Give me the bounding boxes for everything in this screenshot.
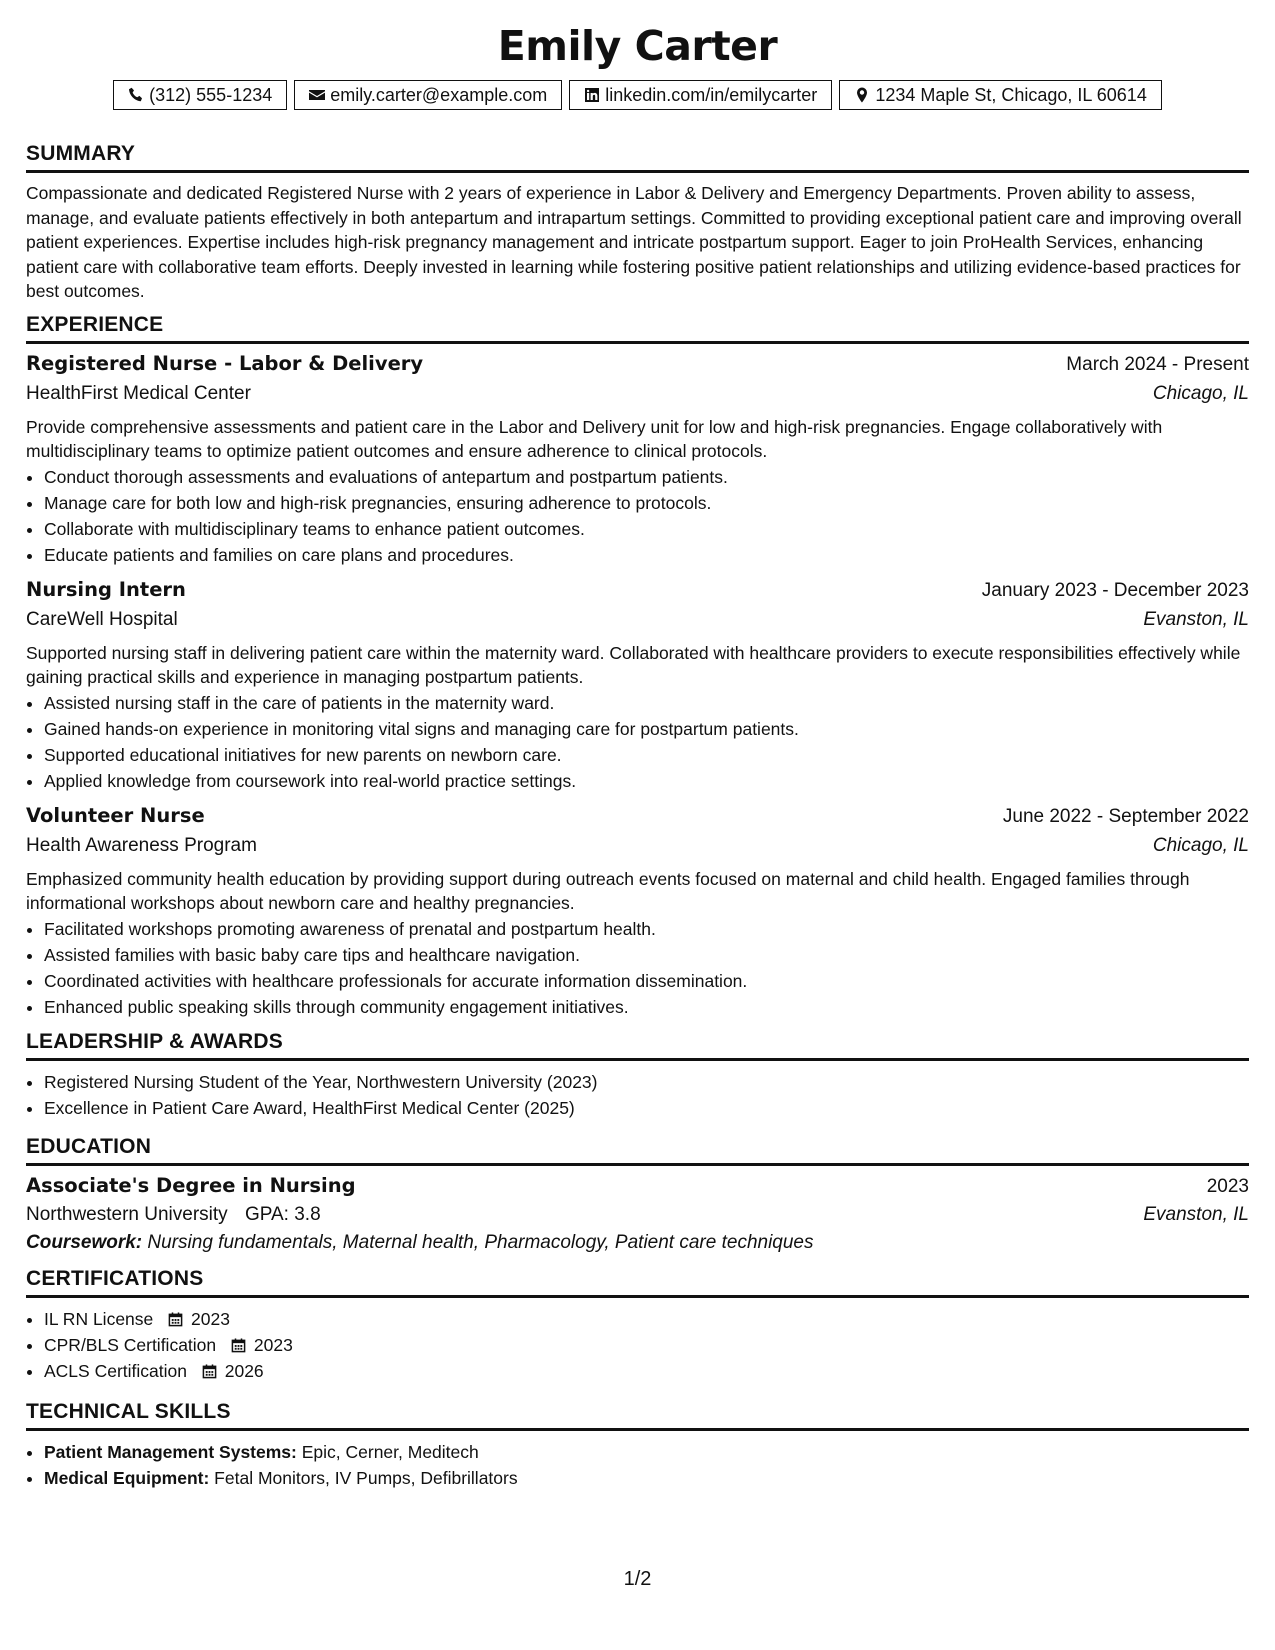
list-item: • Assisted families with basic baby care tips and healthcare navigation. <box>44 942 1249 968</box>
list-item: • Registered Nursing Student of the Year, Northwestern University (2023) <box>44 1069 1249 1095</box>
contact-linkedin[interactable] <box>569 80 832 110</box>
contact-phone[interactable] <box>113 80 287 110</box>
section-title: CERTIFICATIONS <box>26 1267 1249 1298</box>
job-entry <box>26 352 1249 568</box>
calendar-icon <box>202 1364 217 1379</box>
section-title: EXPERIENCE <box>26 313 1249 344</box>
contact-bar <box>0 80 1275 110</box>
phone-icon <box>128 87 144 103</box>
job-title: Nursing Intern <box>26 578 186 601</box>
job-dates: June 2022 - September 2022 <box>1002 806 1249 827</box>
job-org: HealthFirst Medical Center <box>26 383 251 404</box>
job-description: Supported nursing staff in delivering patient care within the maternity ward. Collaborated with healthcare providers to execute responsibilities effectively while gaining practical skills and experience in managing postpartum patients. <box>26 643 1241 687</box>
list-item: • Manage care for both low and high-risk pregnancies, ensuring adherence to protocols. <box>44 490 1249 516</box>
list-item: • Facilitated workshops promoting awareness of prenatal and postpartum health. <box>44 916 1249 942</box>
job-description: Provide comprehensive assessments and patient care in the Labor and Delivery unit for low and high-risk pregnancies. Engage collaboratively with multidisciplinary teams to optimize patient outcomes and ensure adherence to clinical protocols. <box>26 417 1163 461</box>
candidate-name: Emily Carter <box>497 22 778 70</box>
skill-label: Patient Management Systems: <box>44 1442 297 1462</box>
skill-label: Medical Equipment: <box>44 1468 210 1488</box>
contact-address[interactable] <box>839 80 1162 110</box>
page-number: 1/2 <box>623 1568 652 1590</box>
job-description: Emphasized community health education by providing support during outreach events focused on maternal and child health. Engaged families through informational workshops about newborn care and healthy pregnancies. <box>26 869 1190 913</box>
job-location: Evanston, IL <box>1143 609 1249 630</box>
contact-email[interactable] <box>294 80 562 110</box>
certifications-section <box>26 1267 1249 1384</box>
list-item: • Collaborate with multidisciplinary teams to enhance patient outcomes. <box>44 516 1249 542</box>
list-item: • Enhanced public speaking skills through community engagement initiatives. <box>44 994 1249 1020</box>
linkedin-icon <box>584 87 600 103</box>
cert-name: IL RN License <box>44 1309 154 1329</box>
summary-text: Compassionate and dedicated Registered Nurse with 2 years of experience in Labor & Delivery and Emergency Departments. Proven ability to assess, manage, and evaluate patients effectively in both antepartum and intrapartum settings. Committed to providing exceptional patient care and improving overall patient experiences. Expertise includes high-risk pregnancy management and intricate postpartum support. Eager to join ProHealth Services, enhancing patient care with collaborative team efforts. Deeply invested in learning while fostering positive patient relationships and utilizing evidence-based practices for best outcomes. <box>26 183 1242 301</box>
summary-section <box>26 142 1249 304</box>
list-item <box>44 1465 1249 1491</box>
list-item: • Assisted nursing staff in the care of patients in the maternity ward. <box>44 690 1249 716</box>
phone-text: (312) 555-1234 <box>149 84 273 105</box>
job-dates: January 2023 - December 2023 <box>981 580 1249 601</box>
section-title: LEADERSHIP & AWARDS <box>26 1030 1249 1061</box>
skills-section <box>26 1400 1249 1491</box>
education-section <box>26 1135 1249 1254</box>
job-title: Registered Nurse - Labor & Delivery <box>26 352 424 375</box>
list-item <box>44 1332 1249 1358</box>
degree-title: Associate's Degree in Nursing <box>26 1174 356 1197</box>
section-title: TECHNICAL SKILLS <box>26 1400 1249 1431</box>
job-entry <box>26 804 1249 1020</box>
cert-name: CPR/BLS Certification <box>44 1335 217 1355</box>
cert-year: 2023 <box>191 1309 230 1329</box>
job-dates: March 2024 - Present <box>1066 354 1249 375</box>
gpa: GPA: 3.8 <box>244 1204 321 1225</box>
job-bullets <box>26 464 1249 568</box>
school-location: Evanston, IL <box>1143 1204 1249 1225</box>
job-title: Volunteer Nurse <box>26 804 205 827</box>
skill-value: Epic, Cerner, Meditech <box>301 1442 479 1462</box>
coursework <box>26 1232 1249 1254</box>
certifications-list <box>26 1306 1249 1384</box>
cert-year: 2026 <box>224 1361 264 1381</box>
list-item: • Applied knowledge from coursework into real-world practice settings. <box>44 768 1249 794</box>
coursework-text: Nursing fundamentals, Maternal health, Pharmacology, Patient care techniques <box>147 1232 814 1253</box>
job-org: Health Awareness Program <box>26 835 257 856</box>
list-item <box>44 1439 1249 1465</box>
awards-list <box>26 1069 1249 1121</box>
list-item: • Gained hands-on experience in monitoring vital signs and managing care for postpartum patients. <box>44 716 1249 742</box>
job-location: Chicago, IL <box>1152 383 1249 404</box>
envelope-icon <box>309 87 325 103</box>
graduation-year: 2023 <box>1206 1176 1249 1197</box>
cert-year: 2023 <box>253 1335 293 1355</box>
address-text: 1234 Maple St, Chicago, IL 60614 <box>875 84 1147 105</box>
job-org: CareWell Hospital <box>26 609 178 630</box>
section-title: EDUCATION <box>26 1135 1249 1166</box>
skills-list <box>26 1439 1249 1491</box>
map-marker-icon <box>854 87 870 103</box>
section-title: SUMMARY <box>26 142 1249 173</box>
job-entry <box>26 578 1249 794</box>
skill-value: Fetal Monitors, IV Pumps, Defibrillators <box>214 1468 518 1488</box>
list-item: • Excellence in Patient Care Award, HealthFirst Medical Center (2025) <box>44 1095 1249 1121</box>
list-item: • Coordinated activities with healthcare professionals for accurate information dissemination. <box>44 968 1249 994</box>
job-bullets <box>26 916 1249 1020</box>
calendar-icon <box>231 1338 246 1353</box>
list-item: • Educate patients and families on care plans and procedures. <box>44 542 1249 568</box>
list-item <box>44 1306 1249 1332</box>
job-bullets <box>26 690 1249 794</box>
awards-section <box>26 1030 1249 1121</box>
cert-name: ACLS Certification <box>44 1361 187 1381</box>
list-item: • Supported educational initiatives for new parents on newborn care. <box>44 742 1249 768</box>
coursework-label: Coursework: <box>26 1232 143 1253</box>
calendar-icon <box>168 1312 183 1327</box>
school-name: Northwestern University <box>26 1204 228 1225</box>
list-item: • Conduct thorough assessments and evaluations of antepartum and postpartum patients. <box>44 464 1249 490</box>
list-item <box>44 1358 1249 1384</box>
job-location: Chicago, IL <box>1152 835 1249 856</box>
linkedin-text: linkedin.com/in/emilycarter <box>605 84 818 105</box>
email-text: emily.carter@example.com <box>330 84 548 105</box>
experience-section <box>26 313 1249 1030</box>
